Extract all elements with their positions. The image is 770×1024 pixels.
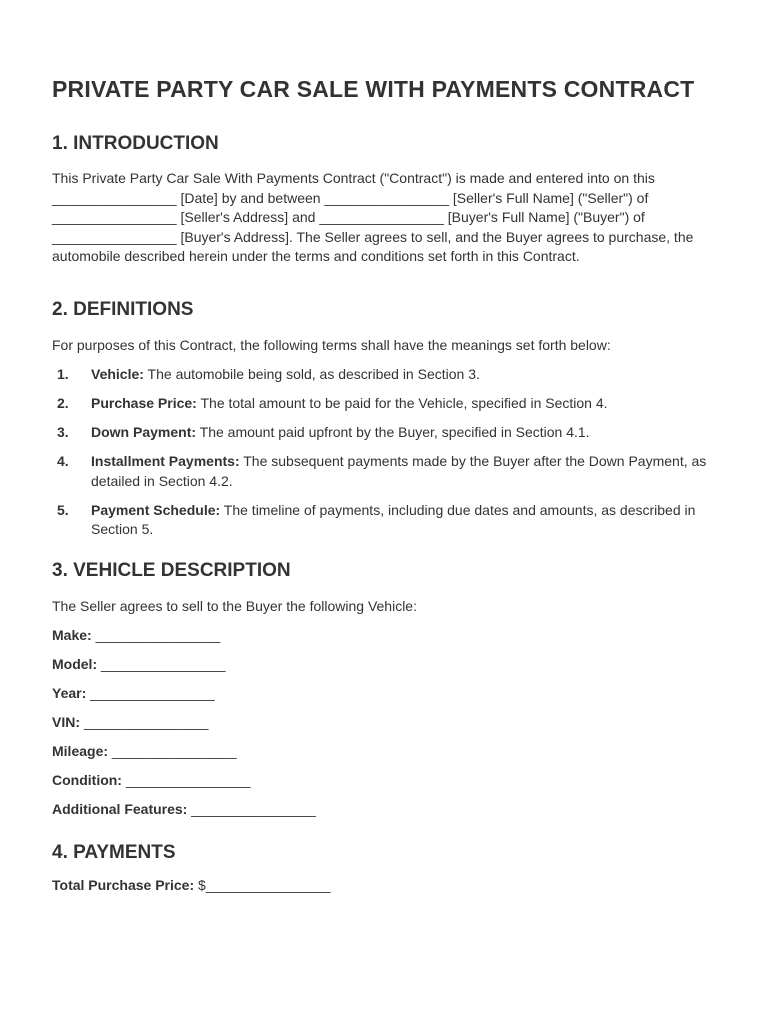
list-number: 3. bbox=[57, 424, 69, 440]
field-label: VIN: bbox=[52, 713, 80, 730]
field-blank: ________________ bbox=[121, 771, 251, 788]
definition-item bbox=[52, 394, 718, 414]
field-label: Make: bbox=[52, 626, 92, 643]
definition-term: Payment Schedule: bbox=[91, 501, 221, 518]
definition-term: Down Payment: bbox=[91, 424, 197, 440]
vehicle-field-model bbox=[52, 655, 718, 675]
field-label: Condition: bbox=[52, 771, 122, 788]
list-number: 1. bbox=[57, 366, 69, 382]
section-heading-vehicle-description: 3. VEHICLE DESCRIPTION bbox=[52, 559, 291, 581]
field-label: Mileage: bbox=[52, 742, 109, 759]
list-number: 4. bbox=[57, 453, 69, 469]
field-blank: ________________ bbox=[97, 655, 226, 672]
definition-text: The subsequent payments made by the Buyer after the Down Payment, as detailed in Section 4.2. bbox=[91, 453, 707, 489]
field-label: Model: bbox=[52, 655, 98, 672]
field-blank: ________________ bbox=[108, 742, 237, 759]
field-blank: ________________ bbox=[187, 800, 316, 817]
field-label: Additional Features: bbox=[52, 800, 188, 817]
vehicle-intro: The Seller agrees to sell to the Buyer the following Vehicle: bbox=[52, 597, 417, 614]
definition-text: The automobile being sold, as described in Section 3. bbox=[143, 366, 480, 382]
vehicle-field-mileage bbox=[52, 742, 718, 762]
definition-term: Installment Payments: bbox=[91, 453, 240, 469]
field-blank: ________________ bbox=[86, 684, 215, 701]
definition-item bbox=[52, 423, 718, 443]
vehicle-field-year bbox=[52, 684, 718, 704]
field-blank: ________________ bbox=[80, 713, 209, 730]
vehicle-field-vin bbox=[52, 713, 718, 733]
list-number: 5. bbox=[57, 501, 69, 518]
field-label: Total Purchase Price: bbox=[52, 877, 195, 893]
section-heading-introduction: 1. INTRODUCTION bbox=[52, 133, 219, 154]
vehicle-field-condition bbox=[52, 771, 718, 791]
total-purchase-price-field bbox=[52, 876, 718, 896]
vehicle-field-additional-features bbox=[52, 800, 718, 820]
definition-text: The timeline of payments, including due dates and amounts, as described in Section 5. bbox=[91, 501, 696, 537]
definition-item bbox=[52, 365, 718, 385]
field-label: Year: bbox=[52, 684, 87, 701]
definitions-list bbox=[52, 365, 718, 540]
vehicle-field-make bbox=[52, 626, 718, 646]
list-number: 2. bbox=[57, 395, 69, 411]
definition-item bbox=[52, 501, 718, 540]
definitions-intro: For purposes of this Contract, the following terms shall have the meanings set forth below: bbox=[52, 336, 611, 353]
definition-term: Vehicle: bbox=[91, 366, 144, 382]
definition-item bbox=[52, 452, 718, 491]
section-heading-definitions: 2. DEFINITIONS bbox=[52, 298, 194, 320]
definition-term: Purchase Price: bbox=[91, 395, 197, 411]
introduction-paragraph: This Private Party Car Sale With Payments Contract ("Contract") is made and entered into on this ________________ [Date] by and between ________________ [Seller's Full Name] ("Seller") of ________________ [Seller's Address] and ________________ [Buyer's Full Name] ("Buyer") of ________________ [Buyer's Address]. The Seller agrees to sell, and the Buyer agrees to purchase, the automobile described herein under the terms and conditions set forth in this Contract. bbox=[52, 170, 694, 264]
section-heading-payments: 4. PAYMENTS bbox=[52, 842, 176, 863]
definition-text: The total amount to be paid for the Vehicle, specified in Section 4. bbox=[196, 395, 608, 411]
field-blank: $________________ bbox=[194, 877, 331, 893]
definition-text: The amount paid upfront by the Buyer, specified in Section 4.1. bbox=[196, 424, 590, 440]
field-blank: ________________ bbox=[91, 626, 221, 643]
document-title: PRIVATE PARTY CAR SALE WITH PAYMENTS CONTRACT bbox=[52, 76, 695, 102]
